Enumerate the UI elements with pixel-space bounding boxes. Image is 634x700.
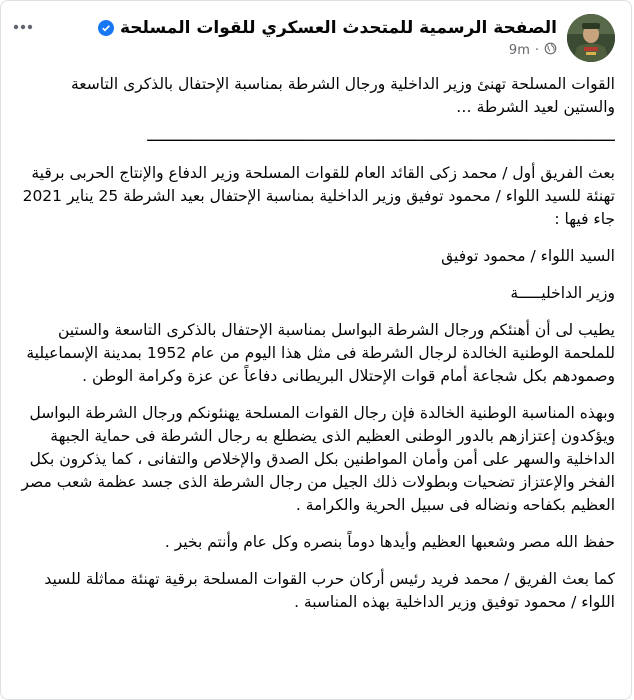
post-headline: القوات المسلحة تهنئ وزير الداخلية ورجال الشرطة بمناسبة الإحتفال بالذكرى التاسعة والستين لعيد الشرطة … bbox=[70, 75, 615, 116]
globe-icon[interactable] bbox=[544, 42, 557, 59]
post-paragraph: وزير الداخليـــــة bbox=[510, 284, 615, 302]
page-name[interactable]: الصفحة الرسمية للمتحدث العسكري للقوات المسلحة bbox=[120, 17, 557, 38]
separator-dot: · bbox=[534, 42, 539, 58]
post-text bbox=[17, 73, 615, 628]
post-paragraph: وبهذه المناسبة الوطنية الخالدة فإن رجال القوات المسلحة يهنئونكم ورجال الشرطة البواسل ويؤكدون إعتزازهم بالدور الوطنى العظيم الذى يضطلع به رجال الشرطة فى حماية الجبهة الداخلية والسهر على أمن وأمان المواطنين بكل الصدق والإخلاص والتفانى ، كما يذكرون بكل الفخر والإعتزاز تضحيات وبطولات ذلك الجيل من رجال الشرطة الذى جسد عظمة شعب مصر العظيم بكفاحه ونضاله فى سبيل الحرية والكرامة . bbox=[21, 404, 615, 514]
post-header bbox=[17, 13, 615, 63]
post-paragraph: كما بعث الفريق / محمد فريد رئيس أركان حرب القوات المسلحة برقية تهنئة مماثلة للسيد اللواء / محمود توفيق وزير الداخلية بهذه المناسبة . bbox=[44, 570, 615, 611]
verified-badge-icon bbox=[98, 20, 114, 36]
post-meta bbox=[17, 18, 557, 59]
post-paragraph: يطيب لى أن أهنئكم ورجال الشرطة البواسل بمناسبة الإحتفال بالذكرى التاسعة والستين للملحمة الوطنية الخالدة لرجال الشرطة فى مثل هذا اليوم من عام 1952 بمدينة الإسماعيلية وصمودهم بكل شجاعة أمام قوات الإحتلال البريطانى دفاعاً عن عزة وكرامة الوطن . bbox=[26, 321, 615, 385]
post-time[interactable]: 9m bbox=[508, 42, 530, 58]
post-divider: ـــــــــــــــــــــــــــــــــــــــــــــــــــــــــــــــــــــــــــــــــــــــــــــــــــــــ bbox=[147, 127, 615, 145]
page-avatar[interactable] bbox=[567, 14, 615, 62]
post-paragraph: حفظ الله مصر وشعبها العظيم وأيدها دوماً بنصره وكل عام وأنتم بخير . bbox=[164, 533, 615, 551]
more-options-icon[interactable] bbox=[5, 9, 41, 45]
avatar-image bbox=[567, 14, 615, 62]
post-paragraph: السيد اللواء / محمود توفيق bbox=[441, 247, 615, 265]
post-paragraph: بعث الفريق أول / محمد زكى القائد العام للقوات المسلحة وزير الدفاع والإنتاج الحربى برقية تهنئة للسيد اللواء / محمود توفيق وزير الداخلية بمناسبة الإحتفال بعيد الشرطة 25 يناير 2021 جاء فيها : bbox=[22, 164, 615, 228]
